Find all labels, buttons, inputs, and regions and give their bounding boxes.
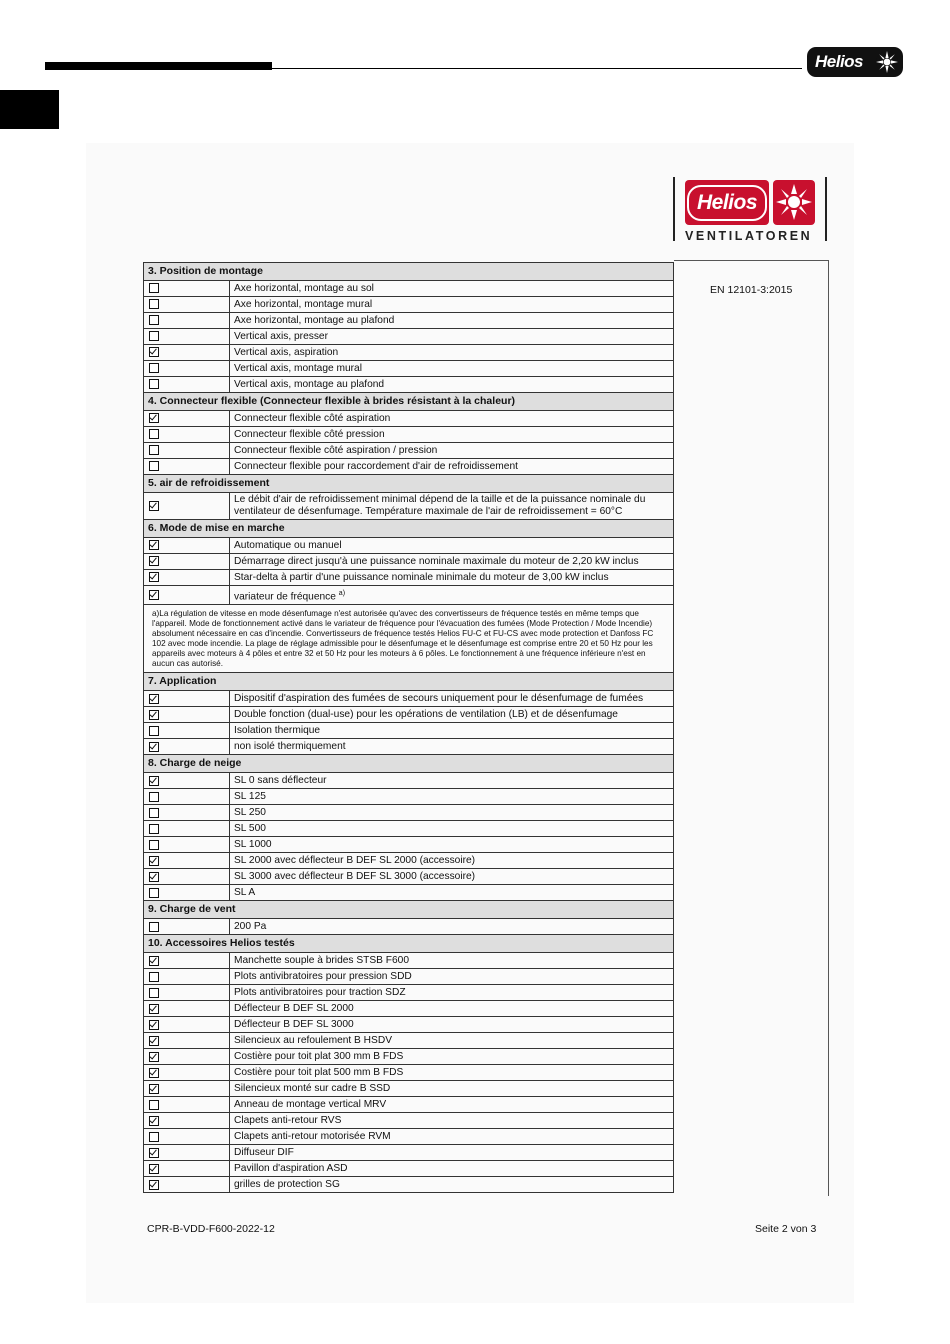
- option-label: Déflecteur B DEF SL 2000: [234, 1003, 354, 1015]
- table-row: [144, 554, 674, 570]
- checkbox-cell: [144, 1145, 230, 1161]
- checkbox-cell: [144, 554, 230, 570]
- checked-box-icon: [149, 501, 159, 511]
- option-label-cell: [230, 853, 674, 869]
- option-label-cell: [230, 411, 674, 427]
- option-label-cell: [230, 1033, 674, 1049]
- table-row: [144, 538, 674, 554]
- option-label: SL 0 sans déflecteur: [234, 775, 327, 787]
- checkbox-cell: [144, 411, 230, 427]
- checkbox-cell: [144, 837, 230, 853]
- option-label: Pavillon d'aspiration ASD: [234, 1163, 348, 1175]
- option-label-cell: [230, 1017, 674, 1033]
- option-label-cell: [230, 427, 674, 443]
- option-label: Déflecteur B DEF SL 3000: [234, 1019, 354, 1031]
- unchecked-box-icon: [149, 379, 159, 389]
- unchecked-box-icon: [149, 972, 159, 982]
- option-label: Anneau de montage vertical MRV: [234, 1099, 387, 1111]
- unchecked-box-icon: [149, 331, 159, 341]
- checked-box-icon: [149, 1148, 159, 1158]
- option-label-cell: [230, 443, 674, 459]
- table-row: [144, 377, 674, 393]
- option-label: Automatique ou manuel: [234, 540, 342, 551]
- checkbox-cell: [144, 281, 230, 297]
- table-row: [144, 1081, 674, 1097]
- standard-reference: EN 12101-3:2015: [710, 284, 793, 296]
- option-label: Plots antivibratoires pour traction SDZ: [234, 987, 406, 999]
- checkbox-cell: [144, 707, 230, 723]
- unchecked-box-icon: [149, 363, 159, 373]
- option-label: SL 500: [234, 823, 266, 835]
- checked-box-icon: [149, 413, 159, 423]
- brand-rule-left: [673, 177, 675, 241]
- section-title: 7. Application: [144, 673, 674, 691]
- brand-caption: VENTILATOREN: [685, 229, 813, 243]
- option-label: Connecteur flexible côté pression: [234, 429, 385, 440]
- section-header: [144, 673, 674, 691]
- header-logo-text: Helios: [815, 52, 864, 71]
- checkbox-cell: [144, 443, 230, 459]
- checked-box-icon: [149, 1052, 159, 1062]
- option-label: SL 125: [234, 791, 266, 803]
- option-label: Connecteur flexible pour raccordement d'air de refroidissement: [234, 461, 518, 472]
- unchecked-box-icon: [149, 988, 159, 998]
- section-title: 10. Accessoires Helios testés: [144, 935, 674, 953]
- checked-box-icon: [149, 1020, 159, 1030]
- table-row: [144, 281, 674, 297]
- option-label-cell: [230, 281, 674, 297]
- option-label: Plots antivibratoires pour pression SDD: [234, 971, 412, 983]
- checkbox-cell: [144, 853, 230, 869]
- option-label-cell: [230, 459, 674, 475]
- header-logo: [807, 47, 903, 77]
- checked-box-icon: [149, 776, 159, 786]
- checkbox-cell: [144, 1081, 230, 1097]
- checked-box-icon: [149, 956, 159, 966]
- table-row: [144, 821, 674, 837]
- checkbox-cell: [144, 538, 230, 554]
- checkbox-cell: [144, 1097, 230, 1113]
- checkbox-cell: [144, 329, 230, 345]
- checked-box-icon: [149, 1004, 159, 1014]
- section-header: [144, 520, 674, 538]
- unchecked-box-icon: [149, 299, 159, 309]
- section-title: 6. Mode de mise en marche: [144, 520, 674, 538]
- option-label: grilles de protection SG: [234, 1179, 340, 1191]
- table-row: [144, 1145, 674, 1161]
- table-row: [144, 773, 674, 789]
- checked-box-icon: [149, 590, 159, 600]
- section-header: [144, 475, 674, 493]
- option-label-cell: [230, 691, 674, 707]
- checkbox-cell: [144, 953, 230, 969]
- section-title: 4. Connecteur flexible (Connecteur flexible à brides résistant à la chaleur): [144, 393, 674, 411]
- checkbox-cell: [144, 723, 230, 739]
- table-row: [144, 493, 674, 520]
- brand-logo: [673, 177, 827, 243]
- option-label-cell: [230, 313, 674, 329]
- option-label-cell: [230, 723, 674, 739]
- option-label: non isolé thermiquement: [234, 741, 346, 753]
- option-label-cell: [230, 837, 674, 853]
- option-label: 200 Pa: [234, 921, 267, 933]
- table-row: [144, 1017, 674, 1033]
- unchecked-box-icon: [149, 808, 159, 818]
- table-row: [144, 1161, 674, 1177]
- table-row: [144, 789, 674, 805]
- checkbox-cell: [144, 1065, 230, 1081]
- section-title: 8. Charge de neige: [144, 755, 674, 773]
- checked-box-icon: [149, 694, 159, 704]
- table-row: [144, 869, 674, 885]
- table-row: [144, 969, 674, 985]
- checkbox-cell: [144, 1017, 230, 1033]
- option-label-cell: [230, 1049, 674, 1065]
- table-row: [144, 411, 674, 427]
- unchecked-box-icon: [149, 1132, 159, 1142]
- option-label: Connecteur flexible côté aspiration: [234, 413, 391, 424]
- table-row: [144, 1033, 674, 1049]
- footnote-row: [144, 605, 674, 673]
- checkbox-cell: [144, 586, 230, 605]
- table-row: [144, 570, 674, 586]
- header-rule-thick: [45, 62, 272, 70]
- option-label: SL 3000 avec déflecteur B DEF SL 3000 (accessoire): [234, 871, 476, 883]
- unchecked-box-icon: [149, 1100, 159, 1110]
- checkbox-cell: [144, 821, 230, 837]
- checked-box-icon: [149, 1036, 159, 1046]
- option-label: Vertical axis, montage mural: [234, 363, 362, 374]
- unchecked-box-icon: [149, 840, 159, 850]
- brand-logo-text: Helios: [687, 185, 767, 221]
- table-row: [144, 1001, 674, 1017]
- checkbox-cell: [144, 1033, 230, 1049]
- section-title: 9. Charge de vent: [144, 901, 674, 919]
- table-row: [144, 919, 674, 935]
- option-label-cell: [230, 805, 674, 821]
- section-header: [144, 263, 674, 281]
- table-row: [144, 345, 674, 361]
- option-label: Axe horizontal, montage au sol: [234, 283, 374, 294]
- table-row: [144, 707, 674, 723]
- option-label-cell: [230, 1145, 674, 1161]
- option-label-cell: [230, 1129, 674, 1145]
- option-label-cell: [230, 1065, 674, 1081]
- checkbox-cell: [144, 869, 230, 885]
- option-label-cell: [230, 297, 674, 313]
- section-header: [144, 901, 674, 919]
- option-label-cell: [230, 707, 674, 723]
- unchecked-box-icon: [149, 445, 159, 455]
- option-label-cell: [230, 538, 674, 554]
- checkbox-cell: [144, 805, 230, 821]
- checkbox-cell: [144, 1113, 230, 1129]
- option-label: Clapets anti-retour motorisée RVM: [234, 1131, 391, 1143]
- option-label-cell: [230, 773, 674, 789]
- option-label: Manchette souple à brides STSB F600: [234, 955, 409, 967]
- table-row: [144, 853, 674, 869]
- option-label: SL 2000 avec déflecteur B DEF SL 2000 (accessoire): [234, 855, 476, 867]
- checkbox-cell: [144, 377, 230, 393]
- option-label-cell: [230, 586, 674, 605]
- option-label: Costière pour toit plat 300 mm B FDS: [234, 1051, 404, 1063]
- option-label-cell: [230, 361, 674, 377]
- checked-box-icon: [149, 347, 159, 357]
- unchecked-box-icon: [149, 726, 159, 736]
- option-label: Vertical axis, aspiration: [234, 347, 339, 358]
- table-row: [144, 723, 674, 739]
- option-label-cell: [230, 1161, 674, 1177]
- option-label: Démarrage direct jusqu'à une puissance nominale maximale du moteur de 2,20 kW inclus: [234, 556, 639, 567]
- checkbox-cell: [144, 361, 230, 377]
- checked-box-icon: [149, 1164, 159, 1174]
- table-row: [144, 443, 674, 459]
- table-row: [144, 1113, 674, 1129]
- document-id: CPR-B-VDD-F600-2022-12: [147, 1223, 275, 1235]
- checked-box-icon: [149, 872, 159, 882]
- checkbox-cell: [144, 1129, 230, 1145]
- checkbox-cell: [144, 969, 230, 985]
- option-label: Dispositif d'aspiration des fumées de secours uniquement pour le désenfumage de fumées: [234, 693, 644, 705]
- option-label-cell: [230, 1081, 674, 1097]
- checkbox-cell: [144, 691, 230, 707]
- checked-box-icon: [149, 1116, 159, 1126]
- option-label: Le débit d'air de refroidissement minimal dépend de la taille et de la puissance nominale du ventilateur de désenfumage. Température maximale de l'air de refroidissement = 60°C: [234, 494, 646, 517]
- brand-rule-right: [825, 177, 827, 241]
- footnote-text: a)La régulation de vitesse en mode désenfumage n'est autorisée qu'avec des convertisseurs de fréquence testés en même temps que l'appareil. Mode de fonctionnement activé dans le variateur de fréquence pour l'évacuation des fumées (Mode Protection / Mode Incendie) absolument nécessaire en cas d'incendie. Convertisseurs de fréquence testés Helios FU-C et FU-CS avec mode protection et Danfoss FC 102 avec mode incendie. La plage de réglage admissible pour le désenfumage et le désenfumage est comprise entre 20 et 50 Hz pour les appareils avec moteurs à 4 pôles et entre 32 et 50 Hz pour les moteurs à 6 pôles. Le fonctionnement à une fréquence inférieure n'est en aucun cas autorisé.: [144, 605, 674, 673]
- table-row: [144, 1177, 674, 1193]
- option-label-cell: [230, 1001, 674, 1017]
- table-row: [144, 361, 674, 377]
- option-label: Isolation thermique: [234, 725, 321, 737]
- section-header: [144, 935, 674, 953]
- checkbox-cell: [144, 739, 230, 755]
- table-row: [144, 1049, 674, 1065]
- checkbox-cell: [144, 789, 230, 805]
- table-row: [144, 297, 674, 313]
- table-row: [144, 586, 674, 605]
- checkbox-cell: [144, 345, 230, 361]
- table-row: [144, 953, 674, 969]
- specification-table: [143, 262, 674, 1193]
- right-column-top-rule: [674, 260, 829, 261]
- chapter-tab: [0, 90, 59, 129]
- unchecked-box-icon: [149, 792, 159, 802]
- option-label: Silencieux au refoulement B HSDV: [234, 1035, 392, 1047]
- checked-box-icon: [149, 710, 159, 720]
- option-label: SL 250: [234, 807, 266, 819]
- option-label: variateur de fréquence: [234, 591, 336, 603]
- option-label-cell: [230, 1177, 674, 1193]
- checkbox-cell: [144, 919, 230, 935]
- checkbox-cell: [144, 773, 230, 789]
- option-label: Axe horizontal, montage mural: [234, 299, 373, 310]
- section-header: [144, 755, 674, 773]
- option-label: SL 1000: [234, 839, 272, 851]
- unchecked-box-icon: [149, 922, 159, 932]
- section-title: 5. air de refroidissement: [144, 475, 674, 493]
- option-label-cell: [230, 493, 674, 520]
- option-label-cell: [230, 345, 674, 361]
- option-label: Double fonction (dual-use) pour les opérations de ventilation (LB) et de désenfumage: [234, 709, 618, 721]
- checked-box-icon: [149, 1084, 159, 1094]
- brand-fan-icon: [773, 180, 815, 225]
- option-label: Costière pour toit plat 500 mm B FDS: [234, 1067, 404, 1079]
- option-label-cell: [230, 1113, 674, 1129]
- right-column-side-rule: [828, 260, 829, 1196]
- checkbox-cell: [144, 1049, 230, 1065]
- checked-box-icon: [149, 1180, 159, 1190]
- checkbox-cell: [144, 570, 230, 586]
- option-label: Vertical axis, presser: [234, 331, 328, 342]
- unchecked-box-icon: [149, 888, 159, 898]
- table-row: [144, 1097, 674, 1113]
- unchecked-box-icon: [149, 283, 159, 293]
- checkbox-cell: [144, 885, 230, 901]
- table-row: [144, 805, 674, 821]
- option-label-cell: [230, 554, 674, 570]
- option-label: Connecteur flexible côté aspiration / pression: [234, 445, 438, 456]
- unchecked-box-icon: [149, 429, 159, 439]
- checked-box-icon: [149, 556, 159, 566]
- checked-box-icon: [149, 540, 159, 550]
- checkbox-cell: [144, 493, 230, 520]
- table-row: [144, 837, 674, 853]
- section-title: 3. Position de montage: [144, 263, 674, 281]
- table-row: [144, 985, 674, 1001]
- option-label: Clapets anti-retour RVS: [234, 1115, 342, 1127]
- option-label-cell: [230, 953, 674, 969]
- table-row: [144, 427, 674, 443]
- option-label: Vertical axis, montage au plafond: [234, 379, 385, 390]
- page-number: Seite 2 von 3: [755, 1223, 817, 1235]
- table-row: [144, 739, 674, 755]
- unchecked-box-icon: [149, 824, 159, 834]
- checkbox-cell: [144, 1177, 230, 1193]
- unchecked-box-icon: [149, 461, 159, 471]
- option-label-cell: [230, 570, 674, 586]
- table-row: [144, 313, 674, 329]
- header-rule-thin: [272, 68, 802, 69]
- option-label-cell: [230, 821, 674, 837]
- table-row: [144, 329, 674, 345]
- checked-box-icon: [149, 1068, 159, 1078]
- table-row: [144, 691, 674, 707]
- checkbox-cell: [144, 1161, 230, 1177]
- table-row: [144, 459, 674, 475]
- option-label-cell: [230, 919, 674, 935]
- checkbox-cell: [144, 427, 230, 443]
- table-row: [144, 885, 674, 901]
- checkbox-cell: [144, 459, 230, 475]
- option-label: Silencieux monté sur cadre B SSD: [234, 1083, 391, 1095]
- option-label-cell: [230, 869, 674, 885]
- section-header: [144, 393, 674, 411]
- option-label-cell: [230, 985, 674, 1001]
- checked-box-icon: [149, 742, 159, 752]
- checkbox-cell: [144, 297, 230, 313]
- option-label: Axe horizontal, montage au plafond: [234, 315, 395, 326]
- table-row: [144, 1065, 674, 1081]
- option-label-cell: [230, 969, 674, 985]
- option-label-cell: [230, 377, 674, 393]
- checkbox-cell: [144, 313, 230, 329]
- checked-box-icon: [149, 572, 159, 582]
- brand-logo-badge: [685, 180, 769, 225]
- option-label: SL A: [234, 887, 256, 899]
- checked-box-icon: [149, 856, 159, 866]
- option-label-cell: [230, 885, 674, 901]
- checkbox-cell: [144, 985, 230, 1001]
- fan-icon: [875, 50, 899, 74]
- footnote-marker: a): [338, 590, 346, 597]
- option-label: Diffuseur DIF: [234, 1147, 294, 1159]
- option-label-cell: [230, 1097, 674, 1113]
- checkbox-cell: [144, 1001, 230, 1017]
- option-label-cell: [230, 789, 674, 805]
- unchecked-box-icon: [149, 315, 159, 325]
- option-label: Star-delta à partir d'une puissance nominale minimale du moteur de 3,00 kW inclus: [234, 572, 609, 583]
- option-label-cell: [230, 329, 674, 345]
- option-label-cell: [230, 739, 674, 755]
- table-row: [144, 1129, 674, 1145]
